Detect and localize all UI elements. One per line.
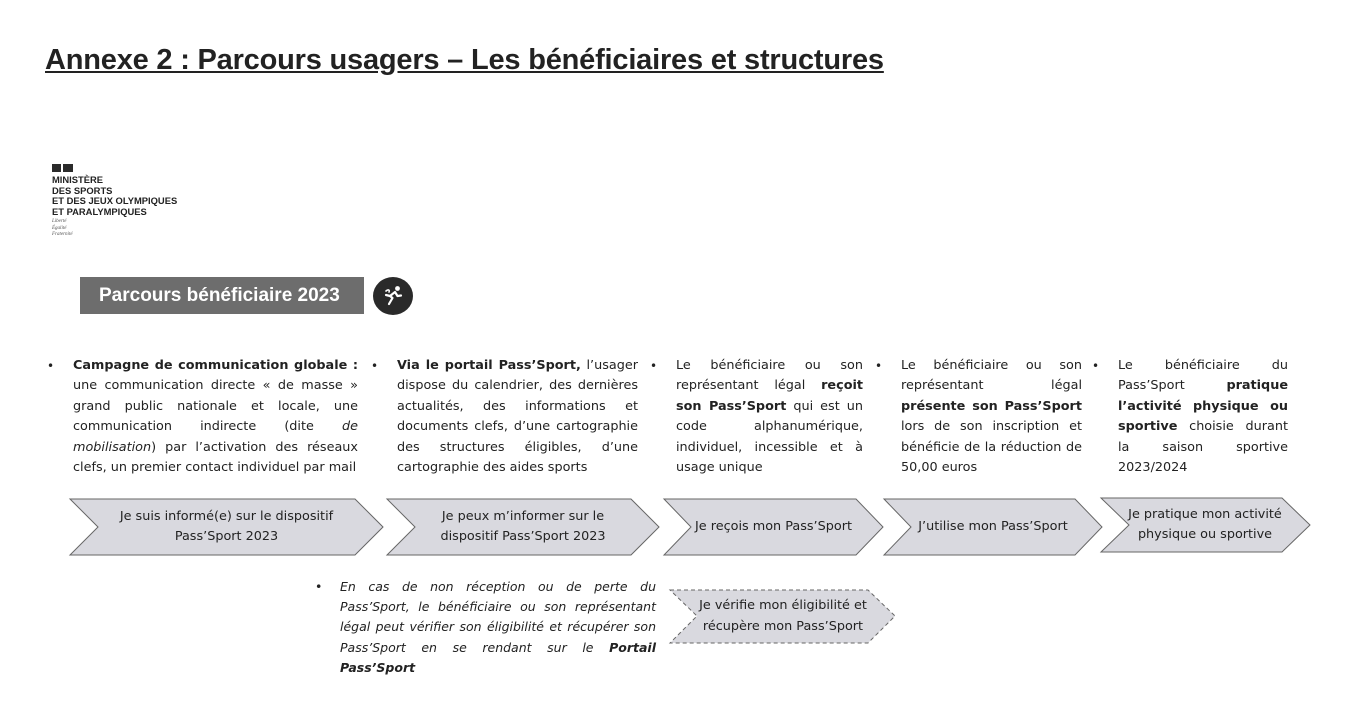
desc-italic: de mobilisation — [73, 419, 358, 455]
footnote — [340, 577, 656, 678]
logo-line: ET PARALYMPIQUES — [52, 205, 147, 217]
desc-text: Le bénéficiaire ou son représentant légal — [901, 358, 1082, 394]
logo-line: DES SPORTS — [52, 184, 113, 196]
desc-text: choisie durant la saison sportive 2023/2024 — [1118, 419, 1288, 476]
step-label: Je suis informé(e) sur le dispositif Pass’Sport 2023 — [119, 508, 334, 544]
desc-text: une communication directe « de masse » grand public nationale et locale, une communication indirecte (dite — [73, 378, 358, 435]
motto-line: Égalité — [52, 225, 67, 231]
desc-text: qui est un code alphanumérique, individuel, incessible et à usage unique — [676, 398, 863, 476]
page-title: Annexe 2 : Parcours usagers – Les bénéficiaires et structures — [45, 44, 884, 76]
note-bold: Portail Pass’Sport — [340, 639, 656, 675]
note-text: En cas de non réception ou de perte du Pass’Sport, le bénéficiaire ou son représentant légal peut vérifier son éligibilité et récupérer son Pass’Sport en se rendant sur le — [340, 579, 656, 655]
desc-bold: reçoit son Pass’Sport — [676, 378, 863, 414]
optional-step-label: Je vérifie mon éligibilité et récupère mon Pass’Sport — [699, 598, 867, 634]
desc-text: ) par l’activation des réseaux clefs, un premier contact individuel par mail — [73, 439, 358, 476]
desc-text: l’usager dispose du calendrier, des dernières actualités, des informations et documents clefs, d’une cartographie des structures éligibles, d’une cartographie des aides sports — [397, 358, 638, 476]
desc-text: Le bénéficiaire du Pass’Sport — [1118, 358, 1288, 394]
desc-bold: Campagne de communication globale : — [73, 358, 358, 373]
motto-line: Fraternité — [52, 231, 73, 237]
desc-bold: présente son Pass’Sport — [901, 398, 1082, 414]
desc-text: lors de son inscription et bénéficie de la réduction de 50,00 euros — [901, 419, 1082, 476]
step-label: Je reçois mon Pass’Sport — [695, 518, 852, 534]
step-label: Je peux m’informer sur le dispositif Pass’Sport 2023 — [440, 508, 606, 544]
desc-bold: Via le portail Pass’Sport, — [397, 358, 581, 373]
desc-bold: pratique l’activité physique ou sportive — [1118, 378, 1288, 435]
step-label: J’utilise mon Pass’Sport — [918, 518, 1068, 534]
motto-line: Liberté — [52, 219, 67, 225]
step-label: Je pratique mon activité physique ou sportive — [1128, 506, 1282, 542]
logo-line: ET DES JEUX OLYMPIQUES — [52, 195, 178, 207]
desc-text: Le bénéficiaire ou son représentant légal — [676, 358, 863, 394]
section-banner: Parcours bénéficiaire 2023 — [80, 277, 364, 314]
logo-line: MINISTÈRE — [52, 174, 104, 185]
